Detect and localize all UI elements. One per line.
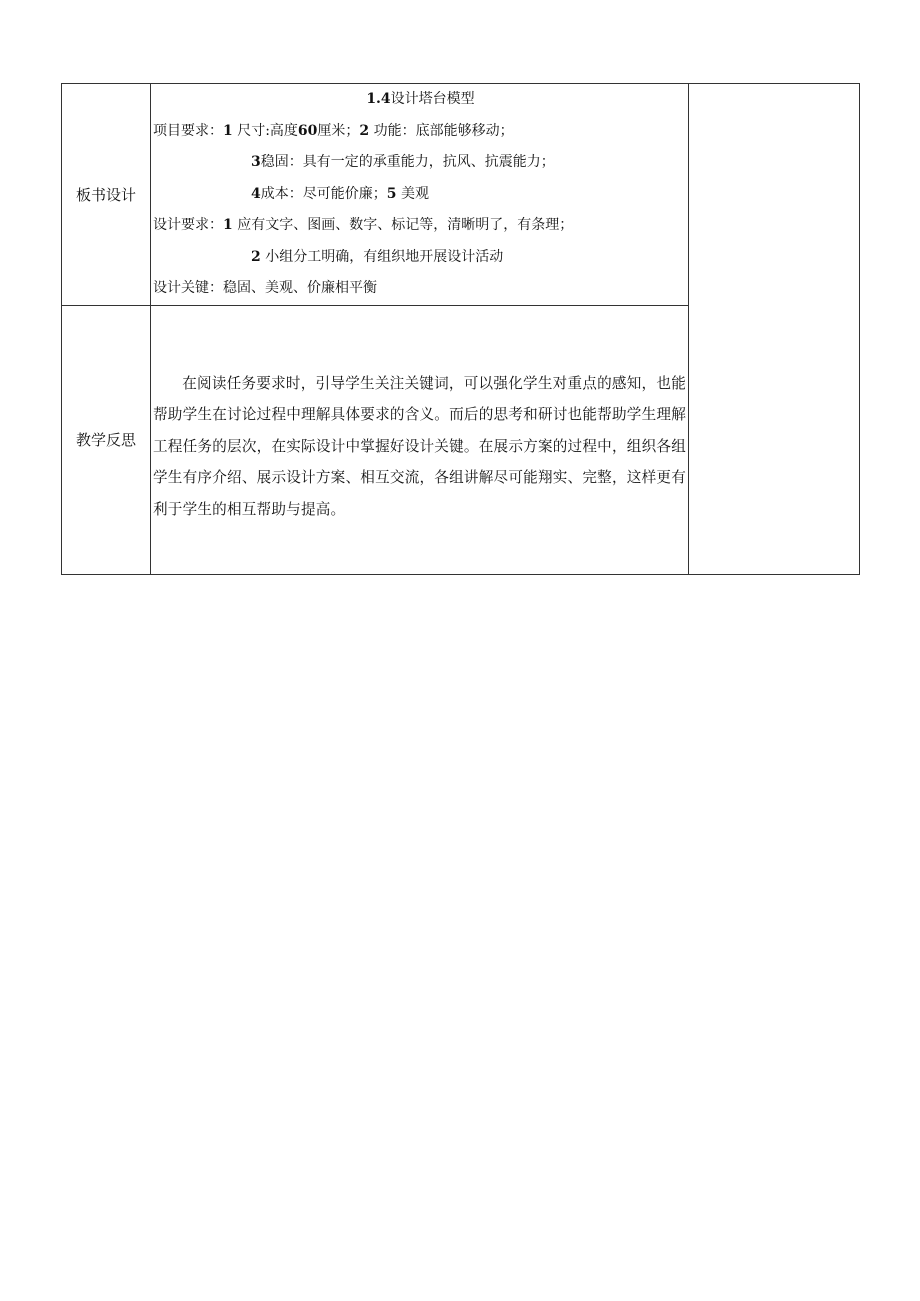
req5-text: 美观 [400,185,429,202]
project-requirement-line-3 [151,179,688,211]
reflection-content [151,305,689,574]
board-design-row [62,84,860,306]
design2-text: 小组分工明确，有组织地开展设计活动 [265,248,504,265]
req1-value: 60 [297,122,318,139]
req1-number: 1 [223,122,233,139]
req5-number: 5 [386,185,397,202]
design-key-line: 设计关键：稳固、美观、价廉相平衡 [153,280,377,296]
design-requirement-line-2 [151,242,688,274]
req3-number: 3 [251,154,261,170]
project-requirement-label: 项目要求： [153,122,223,139]
design1-number: 1 [223,217,233,233]
board-design-label: 板书设计 [62,84,151,306]
req3-text: 稳固：具有一定的承重能力，抗风、抗震能力； [260,154,555,170]
lesson-plan-table [61,83,860,575]
req1-text: 尺寸:高度 [237,122,298,139]
board-title-number: 1.4 [366,91,391,107]
design1-text: 应有文字、图画、数字、标记等，清晰明了，有条理； [237,217,574,233]
project-requirement-line-2 [151,147,688,179]
req2-text: 功能：底部能够移动； [373,122,514,139]
board-design-content [151,84,689,306]
design2-number: 2 [251,248,261,265]
design-requirement-label: 设计要求： [153,217,223,233]
design-requirement-line-1 [151,210,688,242]
req2-number: 2 [359,122,370,139]
board-title-text: 设计塔台模型 [390,91,475,107]
reflection-label: 教学反思 [62,305,151,574]
req4-number: 4 [251,185,261,202]
project-requirement-line-1 [151,116,688,148]
req1-unit: 厘米； [317,122,360,139]
remarks-cell [689,84,860,575]
reflection-text: 在阅读任务要求时，引导学生关注关键词，可以强化学生对重点的感知，也能帮助学生在讨论过程中理解具体要求的含义。而后的思考和研讨也能帮助学生理解工程任务的层次，在实际设计中掌握好设计关键。在展示方案的过程中，组织各组学生有序介绍、展示设计方案、相互交流，各组讲解尽可能翔实、完整，这样更有利于学生的相互帮助与提高。 [153,374,686,518]
board-title [151,84,688,116]
req4-text: 成本：尽可能价廉； [260,185,387,202]
